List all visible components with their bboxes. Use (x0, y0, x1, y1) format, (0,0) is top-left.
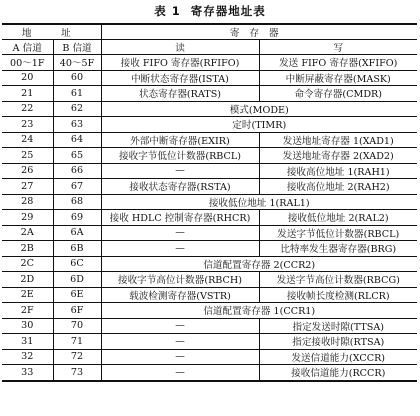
write-register-cell: 中断屏蔽寄存器(MASK) (259, 70, 417, 86)
write-register-cell: 比特率发生器寄存器(BRG) (259, 241, 417, 257)
table-row (2, 287, 417, 303)
table-row (2, 132, 417, 148)
write-register-cell: 指定接收时隙(RTSA) (259, 334, 417, 350)
table-row (2, 272, 417, 288)
table-row (2, 86, 417, 102)
a-channel-cell: 30 (2, 318, 53, 334)
b-channel-header: B 信道 (53, 40, 101, 55)
table-row (2, 241, 417, 257)
write-register-cell: 接收高位地址 1(RAH1) (259, 163, 417, 179)
read-register-cell: 状态寄存器(RATS) (101, 86, 259, 102)
b-channel-cell: 6B (53, 241, 101, 257)
table-row (2, 163, 417, 179)
write-register-cell: 接收高位地址 2(RAH2) (259, 179, 417, 195)
table-row (2, 70, 417, 86)
b-channel-cell: 68 (53, 194, 101, 210)
read-register-cell: 接收状态寄存器(RSTA) (101, 179, 259, 195)
table-row (2, 256, 417, 272)
b-channel-cell: 6F (53, 303, 101, 319)
table-body (2, 55, 417, 381)
table-title: 寄存器地址表 (190, 4, 266, 18)
a-channel-cell: 27 (2, 179, 53, 195)
read-register-cell: — (101, 225, 259, 241)
a-channel-cell: 29 (2, 210, 53, 226)
write-register-cell: 发送字节低位计数器(RBCL) (259, 225, 417, 241)
register-merged-cell: 接收低位地址 1(RAL1) (101, 194, 417, 210)
b-channel-cell: 61 (53, 86, 101, 102)
b-channel-cell: 71 (53, 334, 101, 350)
write-header: 写 (259, 40, 417, 55)
header-row-sub (2, 40, 417, 55)
b-channel-cell: 6E (53, 287, 101, 303)
read-register-cell: 载波检测寄存器(VSTR) (101, 287, 259, 303)
table-row (2, 303, 417, 319)
read-register-cell: 中断状态寄存器(ISTA) (101, 70, 259, 86)
a-channel-cell: 2F (2, 303, 53, 319)
read-register-cell: 接收 HDLC 控制寄存器(RHCR) (101, 210, 259, 226)
read-register-cell: 接收字节高位计数器(RBCH) (101, 272, 259, 288)
a-channel-cell: 22 (2, 101, 53, 117)
a-channel-cell: 26 (2, 163, 53, 179)
a-channel-cell: 2B (2, 241, 53, 257)
table-row (2, 179, 417, 195)
read-register-cell: 接收 FIFO 寄存器(RFIFO) (101, 55, 259, 71)
read-header: 读 (101, 40, 259, 55)
b-channel-cell: 62 (53, 101, 101, 117)
table-row (2, 117, 417, 133)
a-channel-cell: 24 (2, 132, 53, 148)
a-channel-cell: 25 (2, 148, 53, 164)
table-caption (0, 3, 420, 19)
register-merged-cell: 定时(TIMR) (101, 117, 417, 133)
b-channel-cell: 66 (53, 163, 101, 179)
register-address-table (2, 23, 417, 382)
a-channel-cell: 33 (2, 365, 53, 381)
write-register-cell: 接收低位地址 2(RAL2) (259, 210, 417, 226)
read-register-cell: — (101, 365, 259, 381)
header-row-top (2, 24, 417, 40)
table-row (2, 210, 417, 226)
b-channel-cell: 64 (53, 132, 101, 148)
a-channel-header: A 信道 (2, 40, 53, 55)
register-merged-cell: 信道配置寄存器 2(CCR2) (101, 256, 417, 272)
read-register-cell: — (101, 241, 259, 257)
write-register-cell: 命令寄存器(CMDR) (259, 86, 417, 102)
read-register-cell: — (101, 163, 259, 179)
register-merged-cell: 模式(MODE) (101, 101, 417, 117)
b-channel-cell: 6D (53, 272, 101, 288)
a-channel-cell: 31 (2, 334, 53, 350)
b-channel-cell: 73 (53, 365, 101, 381)
table-row (2, 148, 417, 164)
a-channel-cell: 28 (2, 194, 53, 210)
a-channel-cell: 2C (2, 256, 53, 272)
table-row (2, 334, 417, 350)
write-register-cell: 接收信道能力(RCCR) (259, 365, 417, 381)
a-channel-cell: 20 (2, 70, 53, 86)
read-register-cell: 外部中断寄存器(EXIR) (101, 132, 259, 148)
b-channel-cell: 63 (53, 117, 101, 133)
read-register-cell: — (101, 334, 259, 350)
b-channel-cell: 70 (53, 318, 101, 334)
table-row (2, 318, 417, 334)
read-register-cell: — (101, 349, 259, 365)
address-header: 地 址 (2, 24, 101, 40)
write-register-cell: 发送地址寄存器 2(XAD2) (259, 148, 417, 164)
b-channel-cell: 67 (53, 179, 101, 195)
a-channel-cell: 21 (2, 86, 53, 102)
read-register-cell: — (101, 318, 259, 334)
write-register-cell: 接收帧长度检测(RLCR) (259, 287, 417, 303)
a-channel-cell: 32 (2, 349, 53, 365)
write-register-cell: 发送 FIFO 寄存器(XFIFO) (259, 55, 417, 71)
write-register-cell: 指定发送时隙(TTSA) (259, 318, 417, 334)
a-channel-cell: 2E (2, 287, 53, 303)
write-register-cell: 发送字节高位计数器(RBCG) (259, 272, 417, 288)
table-row (2, 55, 417, 71)
table-row (2, 365, 417, 381)
table-row (2, 101, 417, 117)
a-channel-cell: 00～1F (2, 55, 53, 71)
b-channel-cell: 65 (53, 148, 101, 164)
register-header: 寄存器 (101, 24, 417, 40)
b-channel-cell: 40～5F (53, 55, 101, 71)
a-channel-cell: 2D (2, 272, 53, 288)
b-channel-cell: 69 (53, 210, 101, 226)
write-register-cell: 发送信道能力(XCCR) (259, 349, 417, 365)
b-channel-cell: 6A (53, 225, 101, 241)
write-register-cell: 发送地址寄存器 1(XAD1) (259, 132, 417, 148)
b-channel-cell: 60 (53, 70, 101, 86)
b-channel-cell: 6C (53, 256, 101, 272)
table-number: 表 1 (154, 4, 181, 18)
a-channel-cell: 2A (2, 225, 53, 241)
table-row (2, 194, 417, 210)
table-row (2, 225, 417, 241)
read-register-cell: 接收字节低位计数器(RBCL) (101, 148, 259, 164)
table-row (2, 349, 417, 365)
a-channel-cell: 23 (2, 117, 53, 133)
register-merged-cell: 信道配置寄存器 1(CCR1) (101, 303, 417, 319)
b-channel-cell: 72 (53, 349, 101, 365)
